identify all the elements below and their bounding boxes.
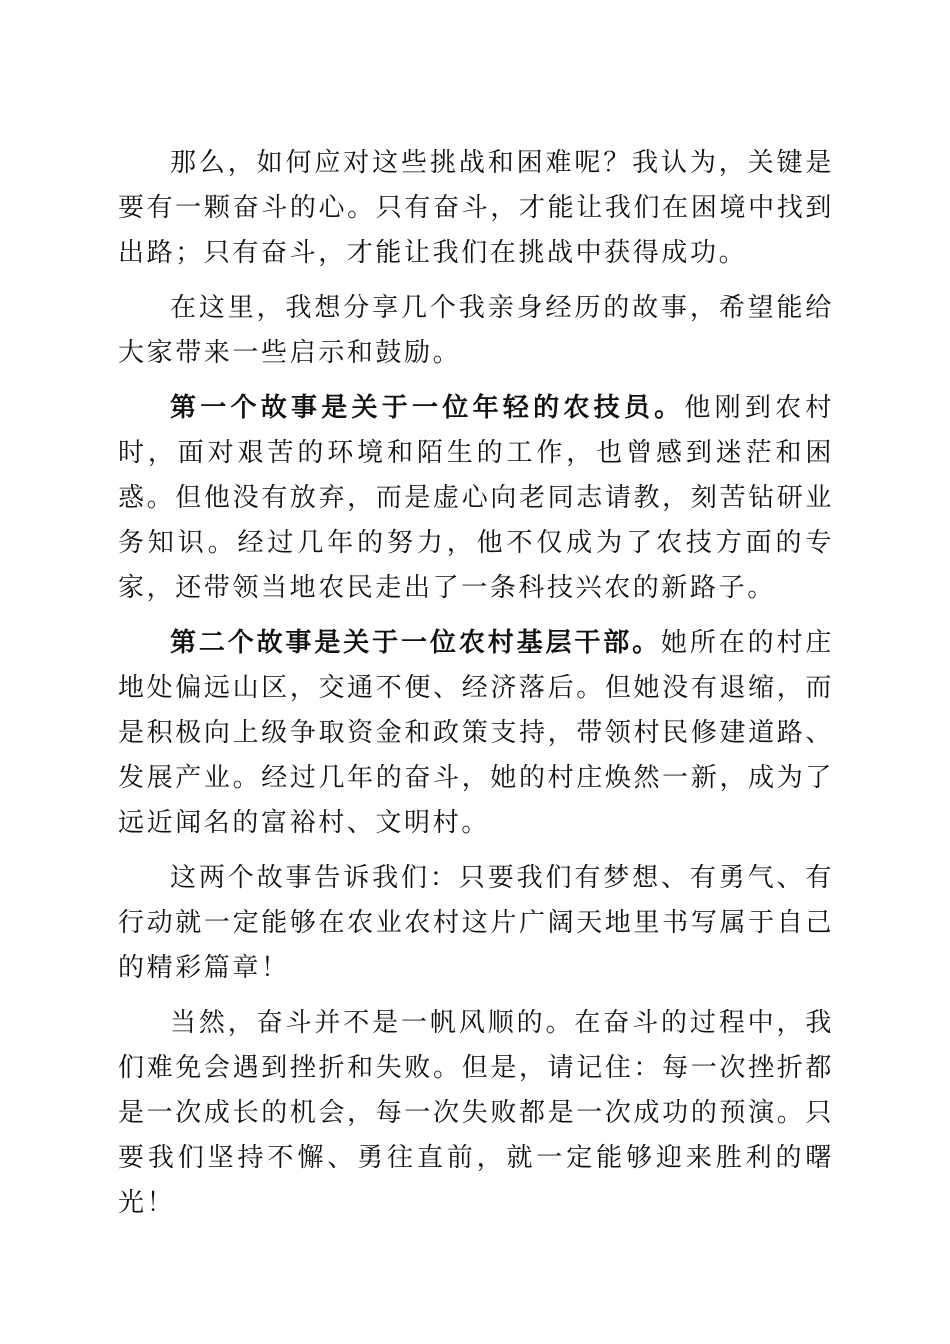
paragraph-5-text: 这两个故事告诉我们：只要我们有梦想、有勇气、有行动就一定能够在农业农村这片广阔天地里书写属于自己的精彩篇章！ (118, 863, 834, 983)
paragraph-4 (118, 621, 834, 846)
paragraph-2-text: 在这里，我想分享几个我亲身经历的故事，希望能给大家带来一些启示和鼓励。 (118, 293, 834, 368)
paragraph-1-text: 那么，如何应对这些挑战和困难呢？我认为，关键是要有一颗奋斗的心。只有奋斗，才能让我们在困境中找到出路；只有奋斗，才能让我们在挑战中获得成功。 (118, 148, 834, 268)
paragraph-5 (118, 856, 834, 991)
paragraph-6 (118, 1001, 834, 1226)
paragraph-3-text: 他刚到农村时，面对艰苦的环境和陌生的工作，也曾感到迷茫和困惑。但他没有放弃，而是虚心向老同志请教，刻苦钻研业务知识。经过几年的努力，他不仅成为了农技方面的专家，还带领当地农民走出了一条科技兴农的新路子。 (118, 393, 834, 603)
paragraph-3-lead: 第一个故事是关于一位年轻的农技员。 (170, 393, 685, 423)
paragraph-6-text: 当然，奋斗并不是一帆风顺的。在奋斗的过程中，我们难免会遇到挫折和失败。但是，请记住：每一次挫折都是一次成长的机会，每一次失败都是一次成功的预演。只要我们坚持不懈、勇往直前，就一定能够迎来胜利的曙光！ (118, 1008, 834, 1218)
paragraph-2 (118, 286, 834, 376)
document-page (118, 141, 834, 1236)
paragraph-4-text: 她所在的村庄地处偏远山区，交通不便、经济落后。但她没有退缩，而是积极向上级争取资金和政策支持，带领村民修建道路、发展产业。经过几年的奋斗，她的村庄焕然一新，成为了远近闻名的富裕村、文明村。 (118, 628, 834, 838)
paragraph-1 (118, 141, 834, 276)
paragraph-4-lead: 第二个故事是关于一位农村基层干部。 (170, 628, 661, 658)
paragraph-3 (118, 386, 834, 611)
